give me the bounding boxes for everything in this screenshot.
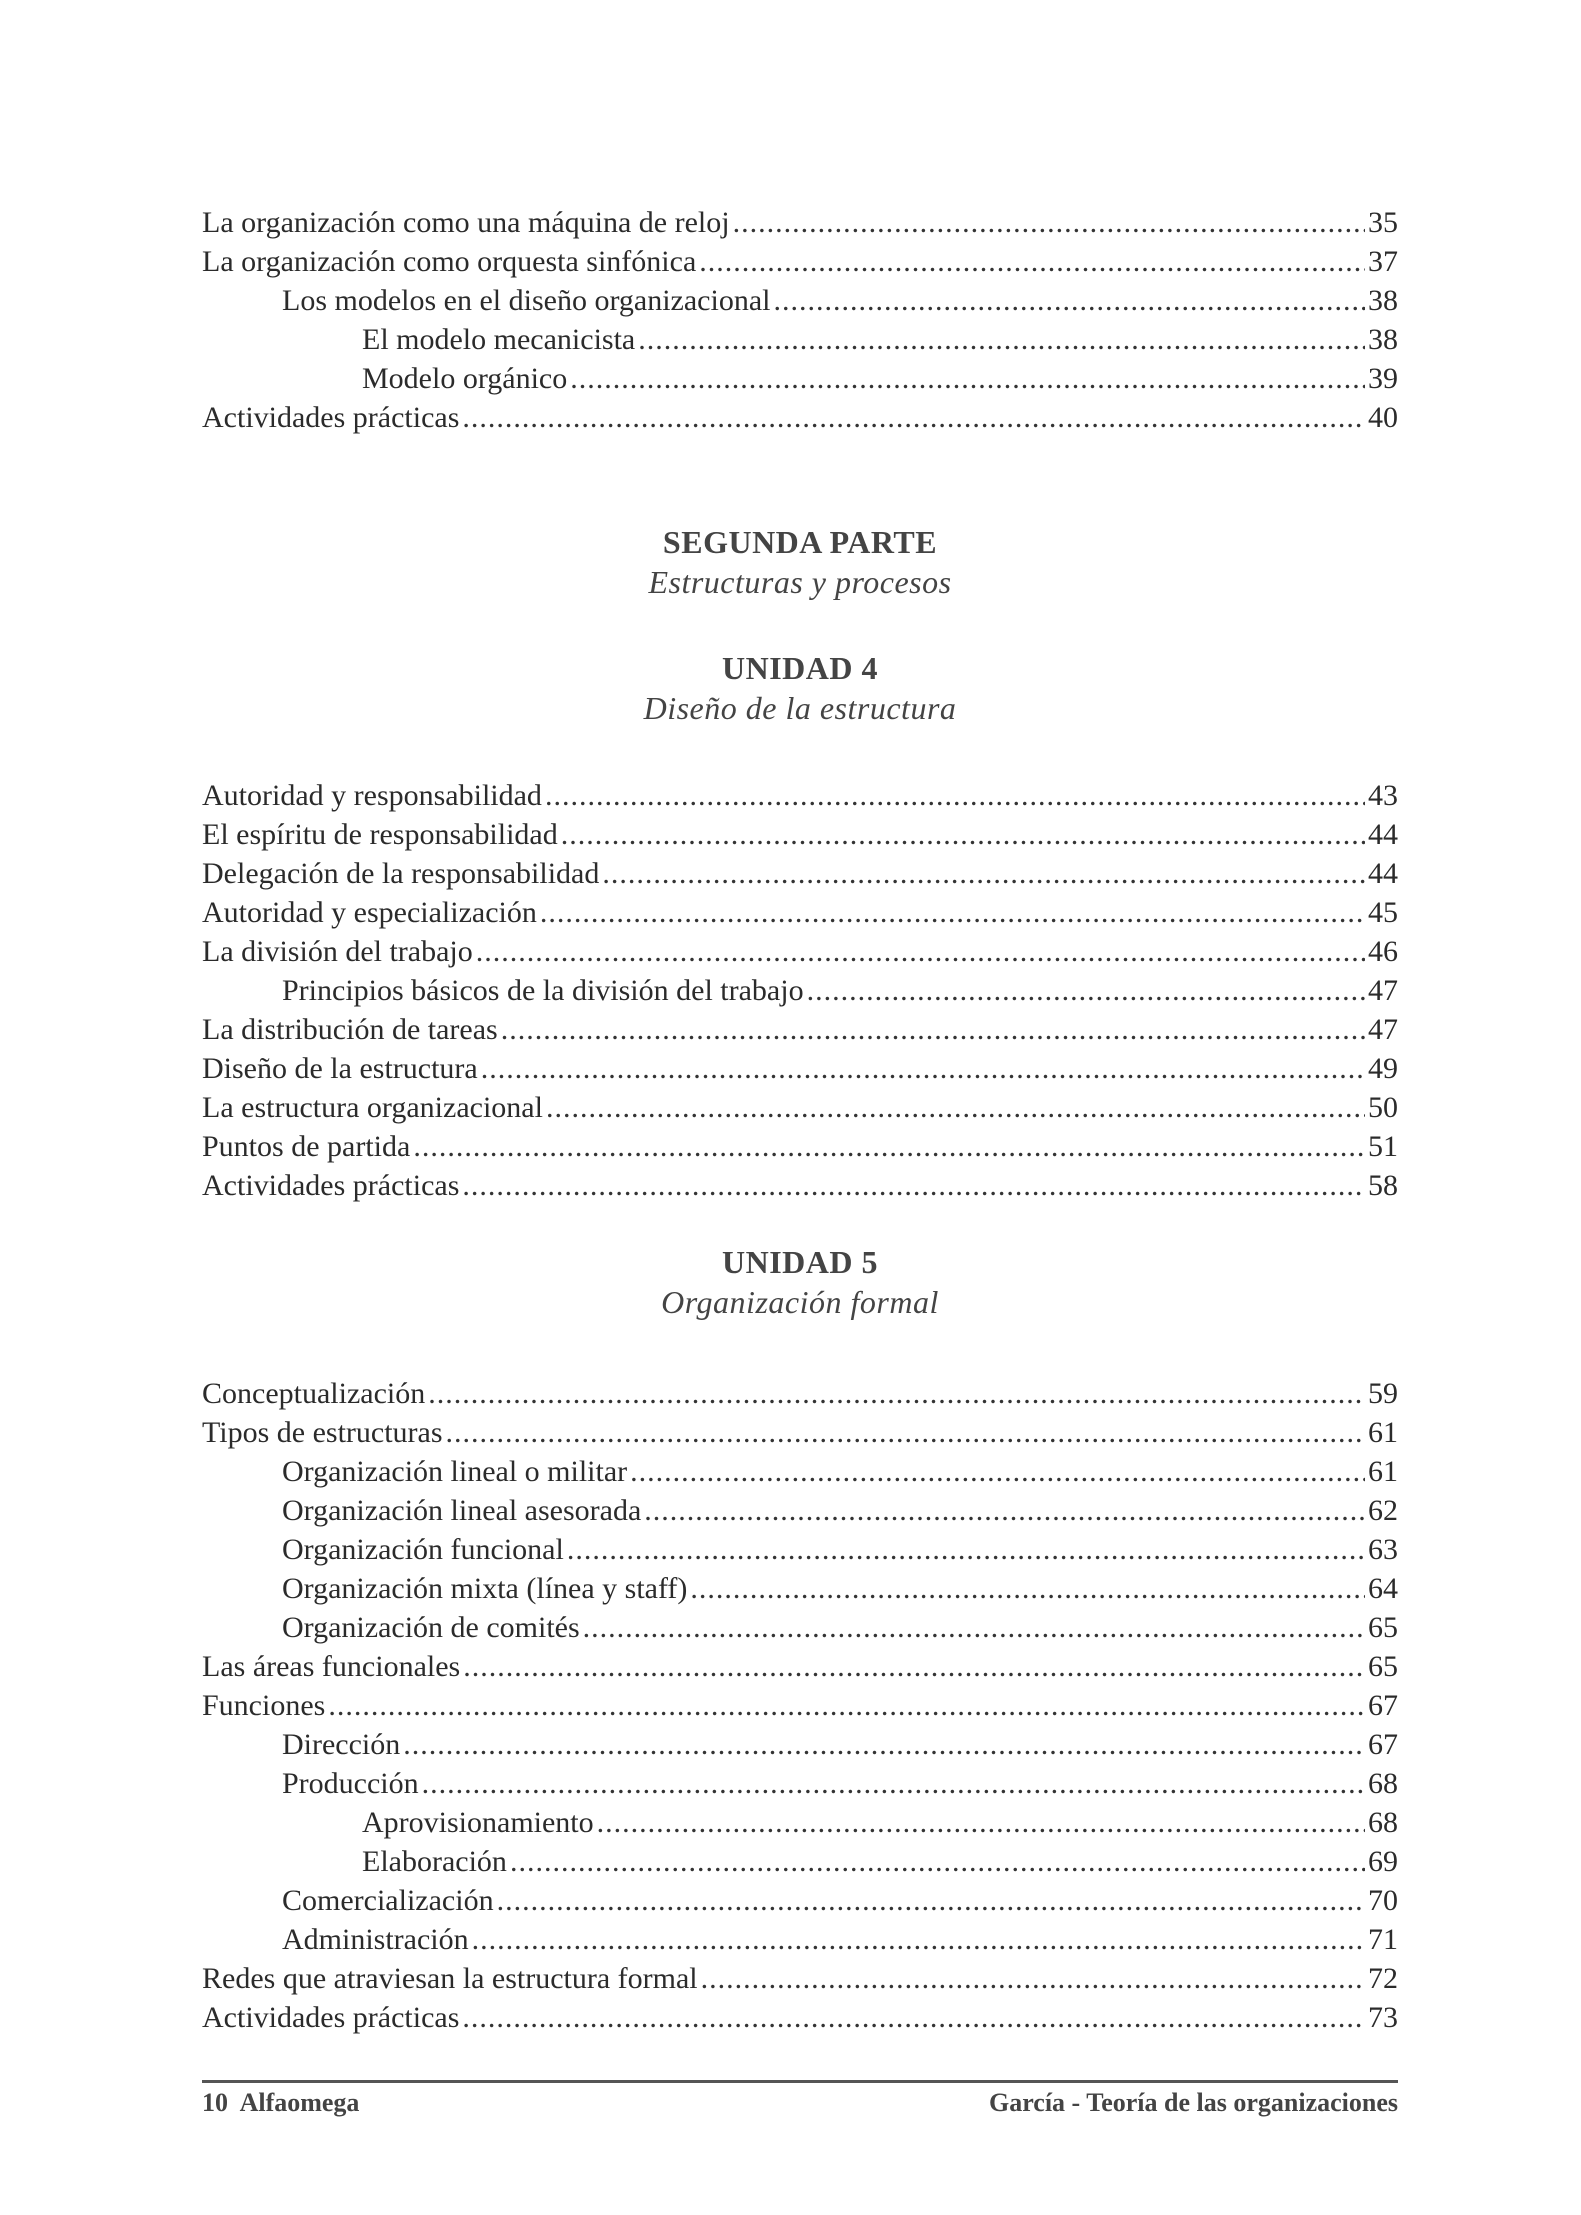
dot-leader: [545, 776, 1365, 815]
dot-leader: [570, 359, 1365, 398]
toc-entry-page: 40: [1368, 401, 1398, 434]
toc-entry: [202, 1127, 1398, 1166]
toc-entry-label: Producción: [282, 1767, 419, 1800]
dot-leader: [476, 932, 1365, 971]
toc-entry: [202, 893, 1398, 932]
footer-divider: [202, 2080, 1398, 2083]
toc-entry: [202, 854, 1398, 893]
toc-entry-page: 38: [1368, 323, 1398, 356]
toc-entry: [202, 1166, 1398, 1205]
dot-leader: [773, 281, 1365, 320]
toc-entry: [202, 1088, 1398, 1127]
toc-entry: [202, 1920, 1398, 1959]
toc-entry: [202, 1764, 1398, 1803]
toc-entry: [202, 1530, 1398, 1569]
toc-entry-page: 63: [1368, 1533, 1398, 1566]
dot-leader: [497, 1881, 1365, 1920]
toc-entry: [202, 815, 1398, 854]
toc-entry-page: 59: [1368, 1377, 1398, 1410]
toc-entry: [202, 1647, 1398, 1686]
toc-entry: [202, 1049, 1398, 1088]
toc-entry-label: Elaboración: [362, 1845, 507, 1878]
toc-entry-page: 71: [1368, 1923, 1398, 1956]
dot-leader: [446, 1413, 1365, 1452]
toc-entry-label: La distribución de tareas: [202, 1013, 498, 1046]
toc-entry: [202, 932, 1398, 971]
toc-entry-label: El espíritu de responsabilidad: [202, 818, 558, 851]
dot-leader: [733, 203, 1365, 242]
dot-leader: [546, 1088, 1365, 1127]
unit4-subtitle: Diseño de la estructura: [643, 690, 957, 726]
toc-entry-label: La estructura organizacional: [202, 1091, 543, 1124]
toc-entry-label: Organización lineal o militar: [282, 1455, 628, 1488]
toc-entry: [202, 971, 1398, 1010]
toc-entry-label: Dirección: [282, 1728, 401, 1761]
toc-entry-page: 68: [1368, 1806, 1398, 1839]
dot-leader: [561, 815, 1365, 854]
toc-entry: [202, 1959, 1398, 1998]
unit5-subtitle: Organización formal: [661, 1284, 939, 1320]
toc-entry: [202, 203, 1398, 242]
toc-entry-page: 50: [1368, 1091, 1398, 1124]
dot-leader: [583, 1608, 1365, 1647]
toc-entry-label: Administración: [282, 1923, 469, 1956]
toc-entry-label: Delegación de la responsabilidad: [202, 857, 600, 890]
dot-leader: [472, 1920, 1365, 1959]
toc-entry-page: 49: [1368, 1052, 1398, 1085]
dot-leader: [699, 242, 1365, 281]
toc-entry-label: Organización funcional: [282, 1533, 564, 1566]
toc-entry-label: Modelo orgánico: [362, 362, 568, 395]
dot-leader: [602, 854, 1365, 893]
dot-leader: [597, 1803, 1365, 1842]
toc-block-unit4: [202, 776, 1398, 1205]
toc-entry-label: Comercialización: [282, 1884, 494, 1917]
dot-leader: [413, 1127, 1365, 1166]
toc-entry-page: 61: [1368, 1455, 1398, 1488]
toc-entry: [202, 1491, 1398, 1530]
dot-leader: [701, 1959, 1365, 1998]
dot-leader: [462, 1166, 1365, 1205]
toc-entry: [202, 1452, 1398, 1491]
toc-entry-label: Los modelos en el diseño organizacional: [282, 284, 771, 317]
toc-entry-page: 65: [1368, 1611, 1398, 1644]
toc-block-unit5: [202, 1374, 1398, 2037]
toc-entry-label: Organización mixta (línea y staff): [282, 1572, 688, 1605]
unit4-heading: [202, 648, 1398, 728]
toc-entry: [202, 281, 1398, 320]
dot-leader: [462, 398, 1365, 437]
toc-entry-page: 67: [1368, 1728, 1398, 1761]
toc-entry-label: La división del trabajo: [202, 935, 473, 968]
toc-entry-label: Autoridad y especialización: [202, 896, 537, 929]
toc-entry-page: 45: [1368, 896, 1398, 929]
toc-entry: [202, 320, 1398, 359]
dot-leader: [328, 1686, 1365, 1725]
toc-entry-page: 44: [1368, 818, 1398, 851]
toc-entry-label: Actividades prácticas: [202, 2001, 460, 2034]
dot-leader: [501, 1010, 1365, 1049]
toc-entry-label: Funciones: [202, 1689, 326, 1722]
unit5-heading: [202, 1242, 1398, 1322]
toc-entry-page: 70: [1368, 1884, 1398, 1917]
footer-book-title: García - Teoría de las organizaciones: [989, 2088, 1398, 2117]
toc-entry-page: 43: [1368, 779, 1398, 812]
toc-entry: [202, 776, 1398, 815]
toc-entry-label: Diseño de la estructura: [202, 1052, 478, 1085]
toc-entry: [202, 1725, 1398, 1764]
toc-entry-page: 47: [1368, 974, 1398, 1007]
toc-entry-page: 37: [1368, 245, 1398, 278]
toc-entry-page: 38: [1368, 284, 1398, 317]
dot-leader: [807, 971, 1365, 1010]
dot-leader: [630, 1452, 1365, 1491]
toc-entry-page: 46: [1368, 935, 1398, 968]
toc-entry: [202, 1374, 1398, 1413]
toc-entry-label: Principios básicos de la división del trabajo: [282, 974, 804, 1007]
toc-entry: [202, 1803, 1398, 1842]
toc-entry-label: La organización como una máquina de reloj: [202, 206, 730, 239]
toc-entry-page: 69: [1368, 1845, 1398, 1878]
toc-entry-label: Organización de comités: [282, 1611, 580, 1644]
dot-leader: [567, 1530, 1365, 1569]
toc-entry-label: Autoridad y responsabilidad: [202, 779, 542, 812]
toc-entry-page: 62: [1368, 1494, 1398, 1527]
toc-entry: [202, 1608, 1398, 1647]
toc-entry: [202, 242, 1398, 281]
toc-entry-label: Actividades prácticas: [202, 401, 460, 434]
toc-entry: [202, 1686, 1398, 1725]
toc-entry: [202, 1413, 1398, 1452]
toc-entry-label: Aprovisionamiento: [362, 1806, 594, 1839]
footer-page-publisher: 10 Alfaomega: [202, 2088, 360, 2117]
toc-entry: [202, 1998, 1398, 2037]
part-title: SEGUNDA PARTE: [662, 524, 938, 560]
toc-entry: [202, 1569, 1398, 1608]
toc-entry: [202, 1842, 1398, 1881]
toc-entry-page: 47: [1368, 1013, 1398, 1046]
toc-entry-label: Organización lineal asesorada: [282, 1494, 642, 1527]
toc-entry: [202, 398, 1398, 437]
toc-entry-label: Las áreas funcionales: [202, 1650, 461, 1683]
unit4-title: UNIDAD 4: [722, 650, 878, 686]
dot-leader: [638, 320, 1365, 359]
unit5-title: UNIDAD 5: [722, 1244, 878, 1280]
toc-entry-page: 35: [1368, 206, 1398, 239]
toc-entry-label: Conceptualización: [202, 1377, 426, 1410]
dot-leader: [428, 1374, 1365, 1413]
toc-entry-page: 73: [1368, 2001, 1398, 2034]
dot-leader: [481, 1049, 1365, 1088]
toc-entry-page: 64: [1368, 1572, 1398, 1605]
dot-leader: [510, 1842, 1365, 1881]
toc-entry: [202, 1881, 1398, 1920]
toc-entry-page: 51: [1368, 1130, 1398, 1163]
toc-entry: [202, 359, 1398, 398]
part-subtitle: Estructuras y procesos: [648, 564, 952, 600]
dot-leader: [690, 1569, 1365, 1608]
part-heading: [202, 522, 1398, 602]
toc-entry-page: 68: [1368, 1767, 1398, 1800]
toc-entry-page: 44: [1368, 857, 1398, 890]
dot-leader: [422, 1764, 1365, 1803]
toc-entry-page: 39: [1368, 362, 1398, 395]
toc-entry-page: 61: [1368, 1416, 1398, 1449]
toc-entry-label: El modelo mecanicista: [362, 323, 636, 356]
toc-block-top: [202, 203, 1398, 437]
toc-entry-label: La organización como orquesta sinfónica: [202, 245, 697, 278]
toc-entry-label: Tipos de estructuras: [202, 1416, 443, 1449]
toc-entry-label: Actividades prácticas: [202, 1169, 460, 1202]
toc-entry-page: 65: [1368, 1650, 1398, 1683]
toc-entry: [202, 1010, 1398, 1049]
toc-entry-page: 67: [1368, 1689, 1398, 1722]
toc-entry-label: Redes que atraviesan la estructura formal: [202, 1962, 698, 1995]
toc-entry-label: Puntos de partida: [202, 1130, 411, 1163]
dot-leader: [644, 1491, 1365, 1530]
toc-entry-page: 72: [1368, 1962, 1398, 1995]
toc-entry-page: 58: [1368, 1169, 1398, 1202]
dot-leader: [403, 1725, 1365, 1764]
dot-leader: [462, 1998, 1365, 2037]
dot-leader: [540, 893, 1365, 932]
dot-leader: [463, 1647, 1365, 1686]
